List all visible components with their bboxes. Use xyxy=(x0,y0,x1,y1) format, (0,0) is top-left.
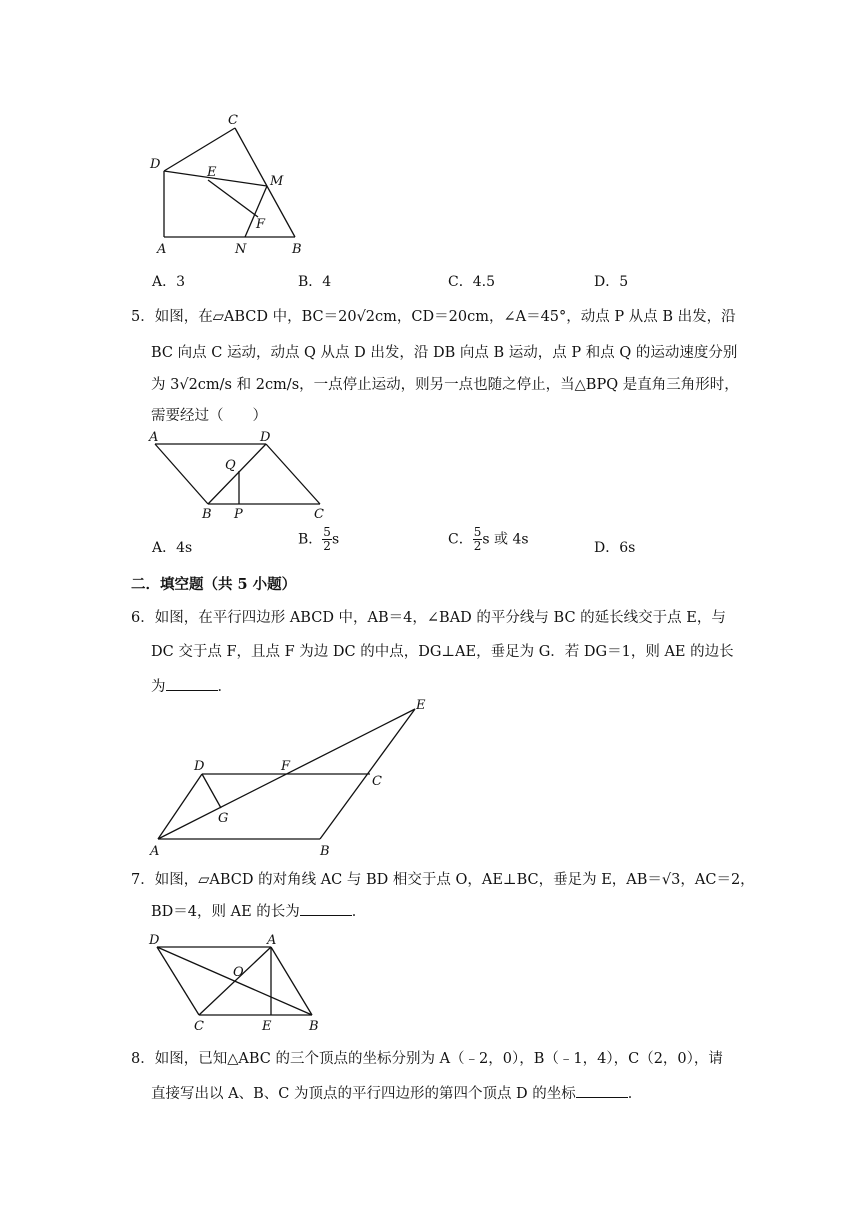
q6-segment-dg xyxy=(202,774,221,808)
q5-label-q: Q xyxy=(225,458,236,473)
q7-line-2-prefix: BD＝4，则 AE 的长为 xyxy=(151,904,300,920)
q5-text-line-1: 5．如图，在▱ABCD 中，BC＝20√2cm，CD＝20cm，∠A＝45°，动点 P 从点 B 出发，沿 xyxy=(131,309,736,325)
q4-label-a: A xyxy=(157,242,167,257)
q6-label-g: G xyxy=(218,811,229,826)
q4-option-c: C．4.5 xyxy=(448,274,495,290)
q4-label-m: M xyxy=(270,174,284,189)
q7-segment-db xyxy=(157,947,312,1015)
q5-option-c-fraction xyxy=(473,526,483,553)
section-heading-fill-in: 二．填空题（共 5 小题） xyxy=(131,576,297,593)
q6-label-b: B xyxy=(320,844,330,859)
q4-label-d: D xyxy=(150,157,161,172)
q5-segment-ab xyxy=(155,444,208,504)
q6-line-3-suffix: ． xyxy=(217,679,232,695)
q7-label-c: C xyxy=(194,1019,204,1034)
q7-label-d: D xyxy=(149,933,160,948)
q5-label-a: A xyxy=(149,430,159,445)
q6-text-line-3 xyxy=(151,675,232,696)
q7-segment-ab xyxy=(271,947,312,1015)
q7-text-line-1: 7．如图，▱ABCD 的对角线 AC 与 BD 相交于点 O，AE⊥BC，垂足为 E，AB＝√3，AC＝2， xyxy=(131,872,755,888)
q5-option-b-prefix: B． xyxy=(298,531,323,548)
q7-label-o: O xyxy=(233,965,244,980)
q7-text-line-2 xyxy=(151,900,366,921)
q5-option-b xyxy=(298,526,339,553)
q5-option-a: A．4s xyxy=(152,540,193,556)
q5-label-p: P xyxy=(234,507,243,522)
q6-label-e: E xyxy=(416,698,426,713)
q4-label-c: C xyxy=(228,113,238,128)
q5-text-line-2: BC 向点 C 运动，动点 Q 从点 D 出发，沿 DB 向点 B 运动，点 P 和点 Q 的运动速度分别 xyxy=(151,345,738,361)
q5-option-c-prefix: C． xyxy=(448,531,473,548)
q5-segment-db xyxy=(208,444,266,504)
q7-label-a: A xyxy=(267,933,277,948)
q4-label-b: B xyxy=(292,242,302,257)
q6-text-line-1: 6．如图，在平行四边形 ABCD 中，AB＝4，∠BAD 的平分线与 BC 的延长线交于点 E，与 xyxy=(131,610,726,626)
q7-answer-blank[interactable] xyxy=(300,901,352,916)
q8-text-line-1: 8．如图，已知△ABC 的三个顶点的坐标分别为 A（﹣2，0），B（﹣1，4），C（2，0），请 xyxy=(131,1051,723,1067)
q4-segment-ef xyxy=(208,180,258,217)
q4-segment-dc xyxy=(164,128,235,171)
q5-label-d: D xyxy=(260,430,271,445)
q5-text-line-3: 为 3√2cm/s 和 2cm/s，一点停止运动，则另一点也随之停止，当△BPQ 是直角三角形时， xyxy=(151,377,739,393)
q6-line-3-prefix: 为 xyxy=(151,679,166,695)
q5-label-c: C xyxy=(314,507,324,522)
q8-line-2-prefix: 直接写出以 A、B、C 为顶点的平行四边形的第四个顶点 D 的坐标 xyxy=(151,1086,576,1102)
q7-segment-dc xyxy=(157,947,199,1015)
q7-label-b: B xyxy=(309,1019,319,1034)
q5-option-b-unit: s xyxy=(331,531,340,548)
q4-option-a: A．3 xyxy=(152,274,186,290)
q8-answer-blank[interactable] xyxy=(576,1083,628,1098)
q6-label-c: C xyxy=(372,774,382,789)
q5-option-b-numerator: 5 xyxy=(323,525,331,539)
q5-option-b-denominator: 2 xyxy=(323,539,331,553)
q5-option-d: D．6s xyxy=(594,540,636,556)
q5-option-c-denominator: 2 xyxy=(473,539,482,553)
q5-option-c xyxy=(448,526,529,553)
q5-option-b-fraction xyxy=(322,526,332,553)
q5-figure xyxy=(140,424,340,524)
q5-label-b: B xyxy=(202,507,212,522)
q5-option-c-suffix: s 或 4s xyxy=(482,531,529,548)
q5-text-line-4: 需要经过（ ） xyxy=(151,408,267,424)
q4-option-b: B．4 xyxy=(298,274,332,290)
q4-option-d: D．5 xyxy=(594,274,629,290)
q7-line-2-suffix: ． xyxy=(351,904,367,920)
q8-text-line-2 xyxy=(151,1082,642,1103)
q6-label-a: A xyxy=(150,844,160,859)
q6-text-line-2: DC 交于点 F，且点 F 为边 DC 的中点，DG⊥AE，垂足为 G．若 DG＝1，则 AE 的边长 xyxy=(151,644,734,660)
q6-figure xyxy=(140,695,440,861)
q5-segment-dc xyxy=(266,444,320,504)
q8-line-2-suffix: ． xyxy=(627,1086,643,1102)
q7-figure xyxy=(140,925,340,1035)
q6-answer-blank[interactable] xyxy=(166,676,218,691)
q6-segment-ad xyxy=(158,774,202,839)
q6-label-f: F xyxy=(281,759,291,774)
q5-option-c-numerator: 5 xyxy=(473,525,482,539)
q4-label-f: F xyxy=(256,217,266,232)
q4-figure xyxy=(140,108,320,258)
q4-label-n: N xyxy=(235,242,247,257)
q6-label-d: D xyxy=(194,759,205,774)
q4-label-e: E xyxy=(207,165,217,180)
q7-label-e: E xyxy=(262,1019,272,1034)
